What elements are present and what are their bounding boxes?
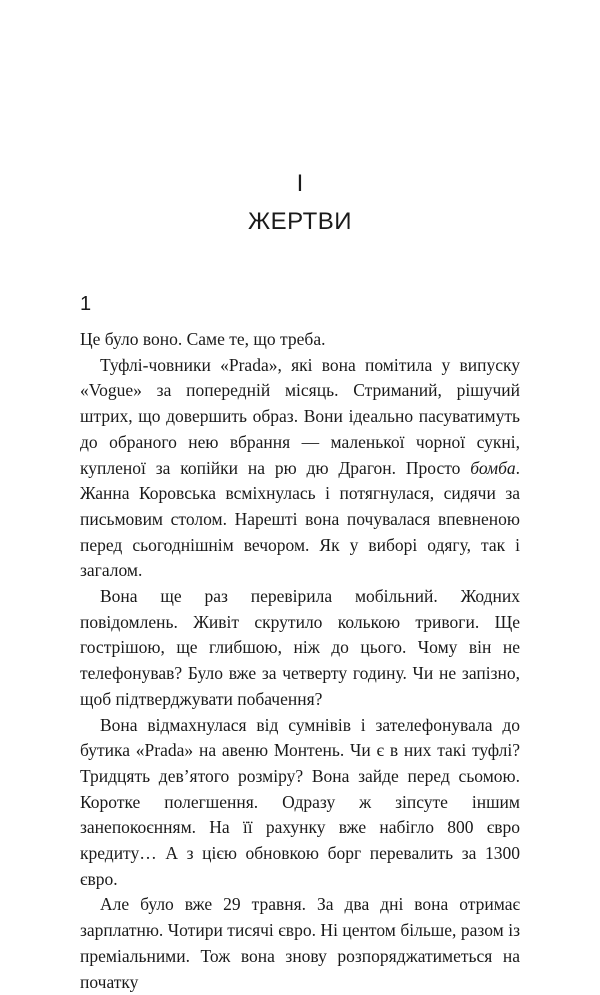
paragraph-3: [80, 584, 520, 713]
chapter-number: 1: [80, 293, 92, 315]
body-text: [80, 327, 520, 995]
paragraph-text: Вона ще раз перевірила мобільний. Жодних повідомлень. Живіт скрутило колькою тривоги. Ще гострішою, ще глибшою, ніж до цього. Чому він не телефонував? Було вже за четверту годину. Чи не запізно, щоб підтверджувати побачення?: [80, 586, 520, 709]
italic-emphasis: бомба: [470, 457, 516, 478]
paragraph-1: [80, 327, 520, 353]
paragraph-text: Вона відмахнулася від сумнівів і зателефонувала до бутика «Prada» на авеню Монтень. Чи є в них такі туфлі? Тридцять дев’ятого розміру? Вона зайде перед сьомою. Коротке полегшення. Одразу ж зіпсуте іншим занепокоєнням. На її рахунку вже набігло 800 євро кредиту… А з цією обновкою борг перевалить за 1300 євро.: [80, 714, 520, 889]
part-title: ЖЕРТВИ: [247, 208, 352, 235]
paragraph-4: [80, 713, 520, 893]
paragraph-5: [80, 892, 520, 995]
paragraph-text: . Жанна Коровська всміхнулась і потягнулася, сидячи за письмовим столом. Нарешті вона почувалася впевненою перед сьогоднішнім вечором. Як у виборі одягу, так і загалом.: [80, 457, 520, 581]
paragraph-2: [80, 353, 520, 584]
paragraph-text: Це було воно. Саме те, що треба.: [80, 329, 326, 349]
paragraph-text: Туфлі-човники «Prada», які вона помітила у випуску «Vogue» за попередній місяць. Стриманий, рішучий штрих, що довершить образ. Вони ідеально пасуватимуть до обраного нею вбрання — маленької чорної сукні, купленої за копійки на рю дю Драгон. Просто: [80, 354, 520, 478]
part-number: I: [296, 170, 304, 197]
paragraph-text: Але було вже 29 травня. За два дні вона отримає зарплатню. Чотири тисячі євро. Ні центом більше, разом із преміальними. Тож вона знову розпоряджатиметься на початку: [80, 894, 520, 992]
